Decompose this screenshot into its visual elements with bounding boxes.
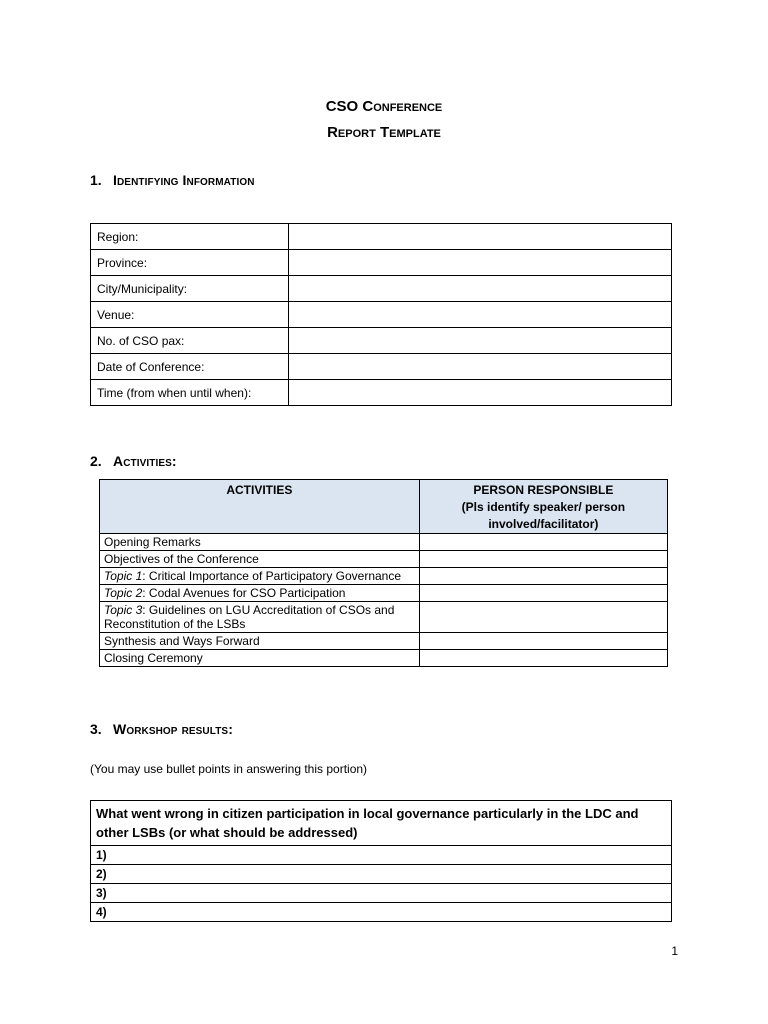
- activity-text: Synthesis and Ways Forward: [104, 634, 260, 648]
- section-1-heading: [90, 172, 255, 188]
- section-3-heading: [90, 721, 233, 737]
- workshop-item-row: [91, 846, 672, 865]
- info-value-field[interactable]: [289, 302, 672, 328]
- page-title: [0, 94, 768, 146]
- info-row: [91, 250, 672, 276]
- title-line-2: Report Template: [327, 124, 441, 141]
- info-value-field[interactable]: [289, 328, 672, 354]
- person-responsible-field[interactable]: [419, 585, 667, 602]
- activity-cell: [100, 633, 420, 650]
- person-responsible-field[interactable]: [419, 650, 667, 667]
- activity-row: [100, 585, 668, 602]
- activities-table: [99, 479, 668, 667]
- info-row: [91, 276, 672, 302]
- activity-row: [100, 568, 668, 585]
- info-value-field[interactable]: [289, 276, 672, 302]
- info-label: Venue:: [91, 302, 289, 328]
- activity-topic-label: Topic 2: [104, 586, 143, 600]
- activity-text: Opening Remarks: [104, 535, 201, 549]
- activity-cell: [100, 585, 420, 602]
- activity-row: [100, 602, 668, 633]
- section-1-number: 1.: [90, 172, 102, 188]
- section-2-title: Activities:: [113, 453, 177, 469]
- workshop-item[interactable]: 2): [91, 865, 672, 884]
- person-responsible-column-header: [419, 480, 667, 534]
- person-responsible-field[interactable]: [419, 551, 667, 568]
- info-label: City/Municipality:: [91, 276, 289, 302]
- person-responsible-field[interactable]: [419, 633, 667, 650]
- info-row: [91, 224, 672, 250]
- person-header-line-1: PERSON RESPONSIBLE: [473, 483, 614, 497]
- info-value-field[interactable]: [289, 354, 672, 380]
- activity-topic-label: Topic 1: [104, 569, 143, 583]
- info-label: Province:: [91, 250, 289, 276]
- info-row: [91, 380, 672, 406]
- info-value-field[interactable]: [289, 380, 672, 406]
- activities-column-header: ACTIVITIES: [100, 480, 420, 534]
- info-value-field[interactable]: [289, 250, 672, 276]
- activity-text: Closing Ceremony: [104, 651, 203, 665]
- activity-row: [100, 534, 668, 551]
- section-1-title: Identifying Information: [113, 172, 255, 188]
- activity-text: : Guidelines on LGU Accreditation of CSOs and Reconstitution of the LSBs: [104, 603, 395, 631]
- workshop-question-row: [91, 801, 672, 846]
- activity-cell: [100, 650, 420, 667]
- workshop-item-row: [91, 903, 672, 922]
- activity-cell: [100, 602, 420, 633]
- activity-row: [100, 551, 668, 568]
- workshop-note: (You may use bullet points in answering this portion): [90, 762, 368, 776]
- section-2-heading: [90, 453, 177, 469]
- info-value-field[interactable]: [289, 224, 672, 250]
- info-row: [91, 354, 672, 380]
- info-row: [91, 302, 672, 328]
- activity-topic-label: Topic 3: [104, 603, 143, 617]
- info-label: Date of Conference:: [91, 354, 289, 380]
- workshop-question: What went wrong in citizen participation in local governance particularly in the LDC and other LSBs (or what should be addressed): [91, 801, 672, 846]
- person-header-line-2: (Pls identify speaker/ person involved/facilitator): [461, 500, 626, 531]
- workshop-item[interactable]: 4): [91, 903, 672, 922]
- workshop-item[interactable]: 3): [91, 884, 672, 903]
- person-responsible-field[interactable]: [419, 568, 667, 585]
- workshop-item[interactable]: 1): [91, 846, 672, 865]
- person-responsible-field[interactable]: [419, 602, 667, 633]
- activity-cell: [100, 568, 420, 585]
- title-line-1: CSO Conference: [325, 98, 443, 115]
- workshop-item-row: [91, 865, 672, 884]
- identifying-information-table: [90, 223, 672, 406]
- person-responsible-field[interactable]: [419, 534, 667, 551]
- activity-text: Objectives of the Conference: [104, 552, 259, 566]
- page-number: 1: [671, 944, 678, 958]
- info-label: Region:: [91, 224, 289, 250]
- info-label: No. of CSO pax:: [91, 328, 289, 354]
- activities-header-row: [100, 480, 668, 534]
- section-3-number: 3.: [90, 721, 102, 737]
- workshop-results-table: [90, 800, 672, 922]
- activity-row: [100, 650, 668, 667]
- info-label: Time (from when until when):: [91, 380, 289, 406]
- activity-cell: [100, 534, 420, 551]
- activity-row: [100, 633, 668, 650]
- workshop-item-row: [91, 884, 672, 903]
- section-2-number: 2.: [90, 453, 102, 469]
- activity-text: : Critical Importance of Participatory Governance: [142, 569, 402, 583]
- section-3-title: Workshop results:: [113, 721, 233, 737]
- activity-cell: [100, 551, 420, 568]
- info-row: [91, 328, 672, 354]
- activity-text: : Codal Avenues for CSO Participation: [142, 586, 346, 600]
